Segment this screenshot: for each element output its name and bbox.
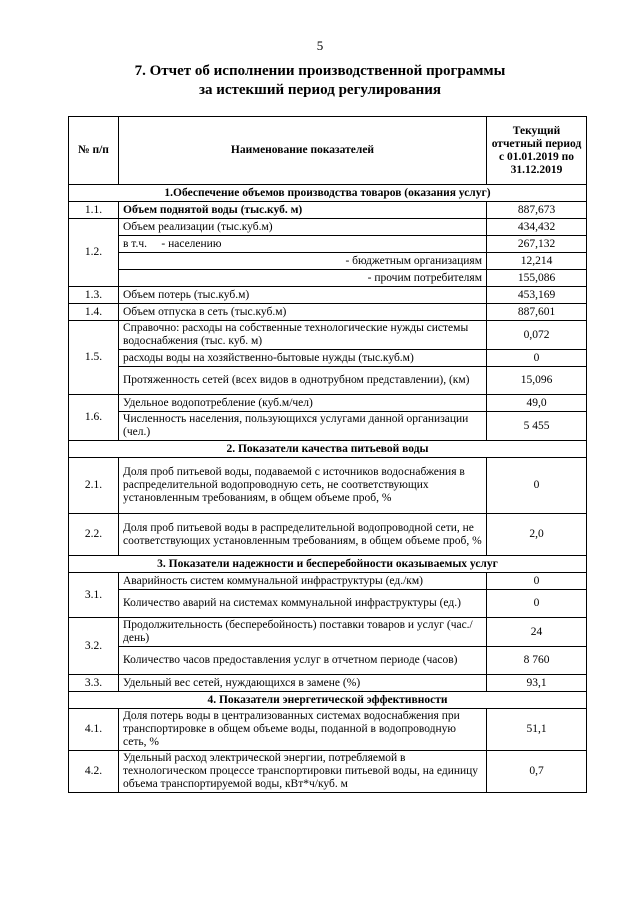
table-row	[69, 412, 587, 441]
page-number: 5	[316, 38, 324, 53]
row-name: расходы воды на хозяйственно-бытовые нужды (тыс.куб.м)	[119, 350, 487, 367]
row-value: 24	[487, 618, 587, 647]
row-value: 0	[487, 573, 587, 590]
row-num: 1.2.	[69, 219, 119, 287]
table-row	[69, 202, 587, 219]
section-row	[69, 441, 587, 458]
row-num: 3.1.	[69, 573, 119, 618]
table-row	[69, 253, 587, 270]
table-row	[69, 751, 587, 793]
title-line-1: 7. Отчет об исполнении производственной программы	[134, 63, 506, 79]
section-4-title: 4. Показатели энергетической эффективности	[69, 692, 587, 709]
header-name: Наименование показателей	[119, 117, 487, 185]
section-row	[69, 185, 587, 202]
table-row	[69, 304, 587, 321]
table-row	[69, 709, 587, 751]
header-value: Текущий отчетный период с 01.01.2019 по 31.12.2019	[487, 117, 587, 185]
row-value: 887,601	[487, 304, 587, 321]
row-name: Аварийность систем коммунальной инфраструктуры (ед./км)	[119, 573, 487, 590]
table-row	[69, 321, 587, 350]
row-value: 267,132	[487, 236, 587, 253]
row-num: 4.1.	[69, 709, 119, 751]
row-name: Доля проб питьевой воды в распределительной водопроводной сети, не соответствующих установленным требованиям, в общем объеме проб, %	[119, 514, 487, 556]
row-name: Протяженность сетей (всех видов в однотрубном представлении), (км)	[119, 367, 487, 395]
row-num: 1.1.	[69, 202, 119, 219]
row-value: 49,0	[487, 395, 587, 412]
section-row	[69, 556, 587, 573]
row-name: - прочим потребителям	[119, 270, 487, 287]
report-table	[68, 116, 587, 793]
row-value: 51,1	[487, 709, 587, 751]
table-row	[69, 647, 587, 675]
row-num: 3.2.	[69, 618, 119, 675]
row-num: 3.3.	[69, 675, 119, 692]
row-num: 2.2.	[69, 514, 119, 556]
table-row	[69, 675, 587, 692]
row-value: 8 760	[487, 647, 587, 675]
row-value: 453,169	[487, 287, 587, 304]
row-name: Объем потерь (тыс.куб.м)	[119, 287, 487, 304]
row-name: Продолжительность (бесперебойность) поставки товаров и услуг (час./день)	[119, 618, 487, 647]
table-row	[69, 395, 587, 412]
row-num: 2.1.	[69, 458, 119, 514]
row-name: Доля проб питьевой воды, подаваемой с источников водоснабжения в распределительной водопроводную сеть, не соответствующих установленным требованиям, в общем объеме проб, %	[119, 458, 487, 514]
table-row	[69, 618, 587, 647]
row-value: 887,673	[487, 202, 587, 219]
row-name: Доля потерь воды в централизованных системах водоснабжения при транспортировке в общем объеме воды, поданной в водопроводную сеть, %	[119, 709, 487, 751]
row-num: 1.6.	[69, 395, 119, 441]
row-value: 0,7	[487, 751, 587, 793]
row-name: Количество аварий на системах коммунальной инфраструктуры (ед.)	[119, 590, 487, 618]
row-value: 0	[487, 350, 587, 367]
row-name: в т.ч. - населению	[119, 236, 487, 253]
section-1-title: 1.Обеспечение объемов производства товаров (оказания услуг)	[69, 185, 587, 202]
row-value: 0	[487, 458, 587, 514]
section-2-title: 2. Показатели качества питьевой воды	[69, 441, 587, 458]
row-value: 5 455	[487, 412, 587, 441]
section-row	[69, 692, 587, 709]
section-3-title: 3. Показатели надежности и бесперебойности оказываемых услуг	[69, 556, 587, 573]
table-row	[69, 287, 587, 304]
row-name: Количество часов предоставления услуг в отчетном периоде (часов)	[119, 647, 487, 675]
row-value: 0	[487, 590, 587, 618]
header-num: № п/п	[69, 117, 119, 185]
row-name: Удельное водопотребление (куб.м/чел)	[119, 395, 487, 412]
row-value: 93,1	[487, 675, 587, 692]
table-row	[69, 514, 587, 556]
row-name: Объем отпуска в сеть (тыс.куб.м)	[119, 304, 487, 321]
row-value: 15,096	[487, 367, 587, 395]
row-value: 0,072	[487, 321, 587, 350]
row-name: Объем поднятой воды (тыс.куб. м)	[119, 202, 487, 219]
table-row	[69, 219, 587, 236]
row-name: Численность населения, пользующихся услугами данной организации (чел.)	[119, 412, 487, 441]
table-row	[69, 270, 587, 287]
row-name: Объем реализации (тыс.куб.м)	[119, 219, 487, 236]
table-row	[69, 350, 587, 367]
table-header-row	[69, 117, 587, 185]
row-num: 4.2.	[69, 751, 119, 793]
table-row	[69, 236, 587, 253]
table-row	[69, 367, 587, 395]
row-num: 1.4.	[69, 304, 119, 321]
row-value: 2,0	[487, 514, 587, 556]
row-name: Удельный вес сетей, нуждающихся в замене (%)	[119, 675, 487, 692]
page-title	[0, 62, 640, 100]
row-value: 12,214	[487, 253, 587, 270]
row-num: 1.3.	[69, 287, 119, 304]
table-row	[69, 573, 587, 590]
row-num: 1.5.	[69, 321, 119, 395]
table-row	[69, 458, 587, 514]
row-value: 434,432	[487, 219, 587, 236]
table-row	[69, 590, 587, 618]
row-name: - бюджетным организациям	[119, 253, 487, 270]
row-name: Справочно: расходы на собственные технологические нужды системы водоснабжения (тыс. куб. м)	[119, 321, 487, 350]
row-value: 155,086	[487, 270, 587, 287]
title-line-2: за истекший период регулирования	[198, 82, 442, 98]
row-name: Удельный расход электрической энергии, потребляемой в технологическом процессе транспортировки питьевой воды, на единицу объема транспортируемой воды, кВт*ч/куб. м	[119, 751, 487, 793]
